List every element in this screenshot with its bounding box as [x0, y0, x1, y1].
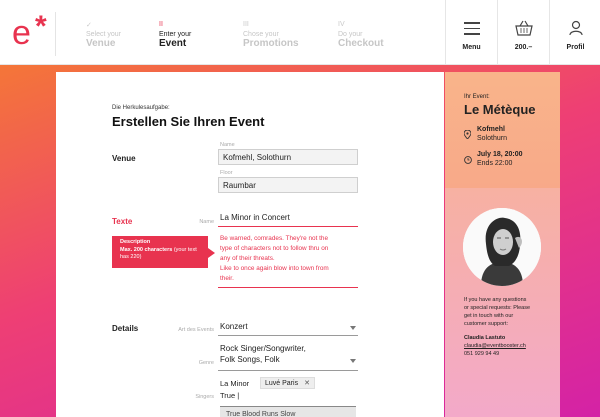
- singer-chip[interactable]: [260, 377, 315, 389]
- text-cursor: |: [237, 391, 240, 400]
- step-checkout[interactable]: [338, 21, 384, 49]
- section-texte-label: Texte: [112, 217, 133, 226]
- cart-total: 200.–: [514, 44, 533, 51]
- page-title: Erstellen Sie Ihren Event: [112, 114, 265, 129]
- step-sub: Do your: [338, 31, 363, 38]
- remove-chip-icon[interactable]: ✕: [304, 380, 310, 387]
- description-error-tooltip: [112, 236, 208, 268]
- basket-icon: [515, 20, 533, 41]
- genre-label: Genre: [198, 360, 214, 366]
- event-title: Le Métèque: [464, 102, 536, 117]
- top-bar: [0, 0, 600, 65]
- contact-phone: 051 929 94 49: [464, 351, 500, 357]
- venue-floor-label: Floor: [220, 170, 233, 176]
- step-sub: Enter your: [159, 31, 192, 38]
- chevron-down-icon: [350, 359, 356, 363]
- summary-end-time: Ends 22:00: [477, 160, 513, 167]
- support-section: [445, 188, 560, 417]
- user-icon: [569, 20, 583, 41]
- step-promotions[interactable]: [243, 21, 299, 49]
- event-type-select[interactable]: [218, 322, 358, 336]
- contact-email-link[interactable]: claudia@eventbooster.ch: [464, 343, 526, 349]
- summary-city: Solothurn: [477, 135, 507, 142]
- step-sub: Chose your: [243, 31, 279, 38]
- venue-name-label: Name: [220, 142, 235, 148]
- support-text: [464, 296, 530, 328]
- venue-floor-field[interactable]: Raumbar: [218, 177, 358, 193]
- description-line: type of characters not to follow thru on: [220, 245, 329, 252]
- summary-venue: Kofmehl: [477, 126, 505, 133]
- event-label: Ihr Event:: [464, 94, 490, 100]
- eventbooster-logo[interactable]: [10, 10, 56, 54]
- event-type-value: Konzert: [220, 322, 248, 331]
- step-title: Event: [159, 38, 187, 49]
- step-title: Promotions: [243, 38, 299, 49]
- event-name-field[interactable]: La Minor in Concert: [218, 213, 358, 227]
- tooltip-title: Description: [120, 239, 151, 245]
- profile-label: Profil: [566, 44, 585, 51]
- singers-typing-input[interactable]: [220, 391, 239, 400]
- location-icon: [464, 126, 471, 144]
- singers-label: Singers: [195, 394, 214, 400]
- autocomplete-dropdown[interactable]: [220, 406, 356, 417]
- step-event[interactable]: [159, 21, 191, 49]
- description-line: Be warned, comrades. They're not the: [220, 235, 329, 242]
- menu-button[interactable]: [445, 0, 497, 64]
- event-form-card: [56, 72, 444, 417]
- autocomplete-option[interactable]: True Blood Runs Slow: [226, 411, 296, 417]
- description-line: Like to once again blow into town from: [220, 265, 329, 272]
- divider: [55, 12, 56, 56]
- step-check-icon: ✓: [86, 22, 92, 29]
- typed-text: True: [220, 391, 236, 400]
- genre-select[interactable]: [218, 343, 358, 371]
- event-type-label: Art des Events: [178, 327, 214, 333]
- hamburger-icon: [464, 22, 480, 39]
- chip-label: Luvé Paris: [265, 380, 299, 387]
- step-number: III: [243, 21, 249, 28]
- event-name-label: Name: [199, 219, 214, 225]
- description-line: any of their threats.: [220, 255, 275, 262]
- step-title: Venue: [86, 38, 116, 49]
- tooltip-note: (your text has 220): [120, 246, 197, 260]
- summary-header: [445, 72, 560, 188]
- profile-button[interactable]: [549, 0, 600, 64]
- step-venue[interactable]: [86, 21, 121, 49]
- support-text-line: If you have any questions: [464, 297, 527, 303]
- cart-button[interactable]: [497, 0, 549, 64]
- form-kicker: Die Herkulesaufgabe:: [112, 105, 170, 111]
- support-text-line: customer support:: [464, 321, 509, 327]
- logo-star: *: [35, 10, 47, 43]
- logo-letter: e: [12, 14, 31, 52]
- step-sub: Select your: [86, 31, 122, 38]
- step-number: II: [159, 21, 163, 28]
- menu-label: Menu: [462, 44, 481, 51]
- chevron-down-icon: [350, 326, 356, 330]
- tooltip-limit: Max. 200 characters: [120, 246, 173, 253]
- contact-name: Claudia Lastuto: [464, 335, 506, 341]
- step-title: Checkout: [338, 38, 384, 49]
- support-text-line: or special requests: Please: [464, 305, 531, 311]
- summary-date: July 18, 20:00: [477, 151, 523, 158]
- genre-value: Folk Songs, Folk: [220, 355, 280, 364]
- event-summary-panel: [445, 72, 560, 417]
- step-number: IV: [338, 21, 345, 28]
- description-line: their.: [220, 275, 234, 282]
- description-field[interactable]: [220, 234, 356, 284]
- tooltip-arrow: [208, 248, 215, 258]
- section-venue-label: Venue: [112, 154, 136, 163]
- clock-icon: [464, 151, 472, 169]
- section-details-label: Details: [112, 324, 139, 333]
- genre-value: Rock Singer/Songwriter,: [220, 344, 306, 353]
- singer-tag: La Minor: [220, 379, 250, 388]
- support-text-line: get in touch with our: [464, 313, 514, 319]
- description-underline: [218, 287, 358, 288]
- venue-name-field[interactable]: Kofmehl, Solothurn: [218, 149, 358, 165]
- support-avatar: [463, 208, 541, 286]
